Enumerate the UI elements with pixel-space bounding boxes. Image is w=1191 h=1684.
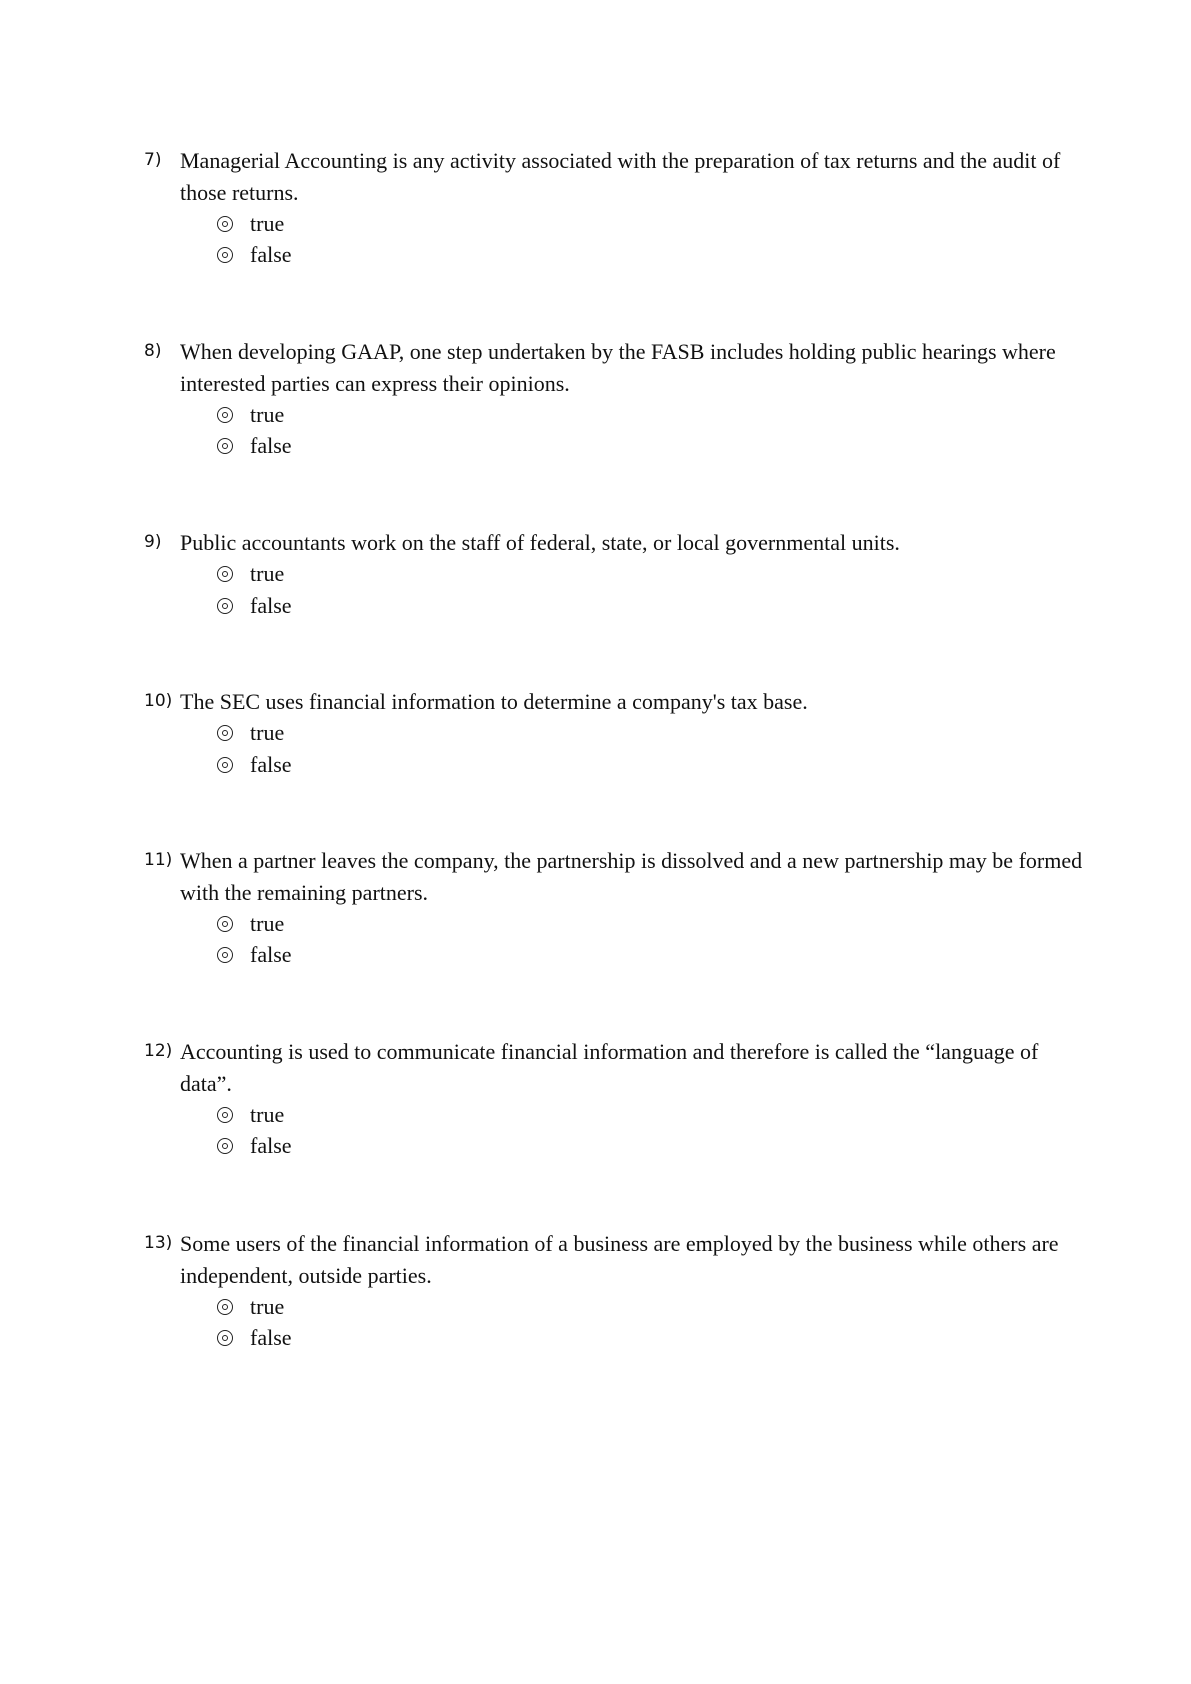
option-false[interactable] <box>217 1323 1094 1355</box>
question-text: When a partner leaves the company, the partnership is dissolved and a new partnership may be formed with the remaining partners. <box>180 848 1083 905</box>
answer-options <box>217 559 1094 622</box>
question-11 <box>144 845 1094 971</box>
question-text: Public accountants work on the staff of federal, state, or local governmental units. <box>180 530 900 555</box>
option-label: true <box>250 561 285 587</box>
option-false[interactable] <box>217 240 1094 272</box>
question-number: 9) <box>144 532 162 552</box>
option-true[interactable] <box>217 1291 1094 1323</box>
option-label: false <box>250 1325 292 1351</box>
answer-options <box>217 208 1094 271</box>
question-13 <box>144 1228 1094 1354</box>
option-false[interactable] <box>217 590 1094 622</box>
radio-icon[interactable] <box>217 725 233 741</box>
option-false[interactable] <box>217 749 1094 781</box>
option-label: false <box>250 433 292 459</box>
question-9 <box>144 527 1094 622</box>
question-text: The SEC uses financial information to determine a company's tax base. <box>180 689 808 714</box>
option-true[interactable] <box>217 908 1094 940</box>
radio-icon[interactable] <box>217 1138 233 1154</box>
question-text: When developing GAAP, one step undertaken by the FASB includes holding public hearings where interested parties can express their opinions. <box>180 339 1056 396</box>
option-label: true <box>250 720 285 746</box>
question-text: Accounting is used to communicate financial information and therefore is called the “language of data”. <box>180 1039 1039 1096</box>
option-label: true <box>250 401 285 427</box>
answer-options <box>217 399 1094 462</box>
question-number: 11) <box>144 850 173 870</box>
answer-options <box>217 1291 1094 1354</box>
question-8 <box>144 336 1094 462</box>
option-label: true <box>250 1101 285 1127</box>
radio-icon[interactable] <box>217 247 233 263</box>
question-10 <box>144 686 1094 781</box>
option-label: false <box>250 242 292 268</box>
option-label: true <box>250 910 285 936</box>
option-true[interactable] <box>217 559 1094 591</box>
question-number: 12) <box>144 1041 173 1061</box>
option-true[interactable] <box>217 1099 1094 1131</box>
radio-icon[interactable] <box>217 757 233 773</box>
radio-icon[interactable] <box>217 438 233 454</box>
question-12 <box>144 1036 1094 1162</box>
option-label: false <box>250 592 292 618</box>
option-true[interactable] <box>217 399 1094 431</box>
radio-icon[interactable] <box>217 598 233 614</box>
question-number: 7) <box>144 150 162 170</box>
question-text: Some users of the financial information of a business are employed by the business while others are independent, outside parties. <box>180 1231 1059 1288</box>
radio-icon[interactable] <box>217 566 233 582</box>
option-true[interactable] <box>217 208 1094 240</box>
question-7 <box>144 145 1094 271</box>
radio-icon[interactable] <box>217 947 233 963</box>
question-text: Managerial Accounting is any activity associated with the preparation of tax returns and the audit of those returns. <box>180 148 1061 205</box>
answer-options <box>217 1099 1094 1162</box>
option-true[interactable] <box>217 718 1094 750</box>
answer-options <box>217 908 1094 971</box>
option-false[interactable] <box>217 431 1094 463</box>
question-number: 10) <box>144 691 173 711</box>
radio-icon[interactable] <box>217 407 233 423</box>
option-label: false <box>250 751 292 777</box>
option-label: true <box>250 210 285 236</box>
option-false[interactable] <box>217 1131 1094 1163</box>
option-label: false <box>250 1133 292 1159</box>
answer-options <box>217 718 1094 781</box>
radio-icon[interactable] <box>217 1299 233 1315</box>
question-number: 13) <box>144 1233 173 1253</box>
option-label: true <box>250 1293 285 1319</box>
option-false[interactable] <box>217 940 1094 972</box>
radio-icon[interactable] <box>217 916 233 932</box>
radio-icon[interactable] <box>217 1330 233 1346</box>
option-label: false <box>250 942 292 968</box>
question-number: 8) <box>144 341 162 361</box>
radio-icon[interactable] <box>217 1107 233 1123</box>
radio-icon[interactable] <box>217 216 233 232</box>
